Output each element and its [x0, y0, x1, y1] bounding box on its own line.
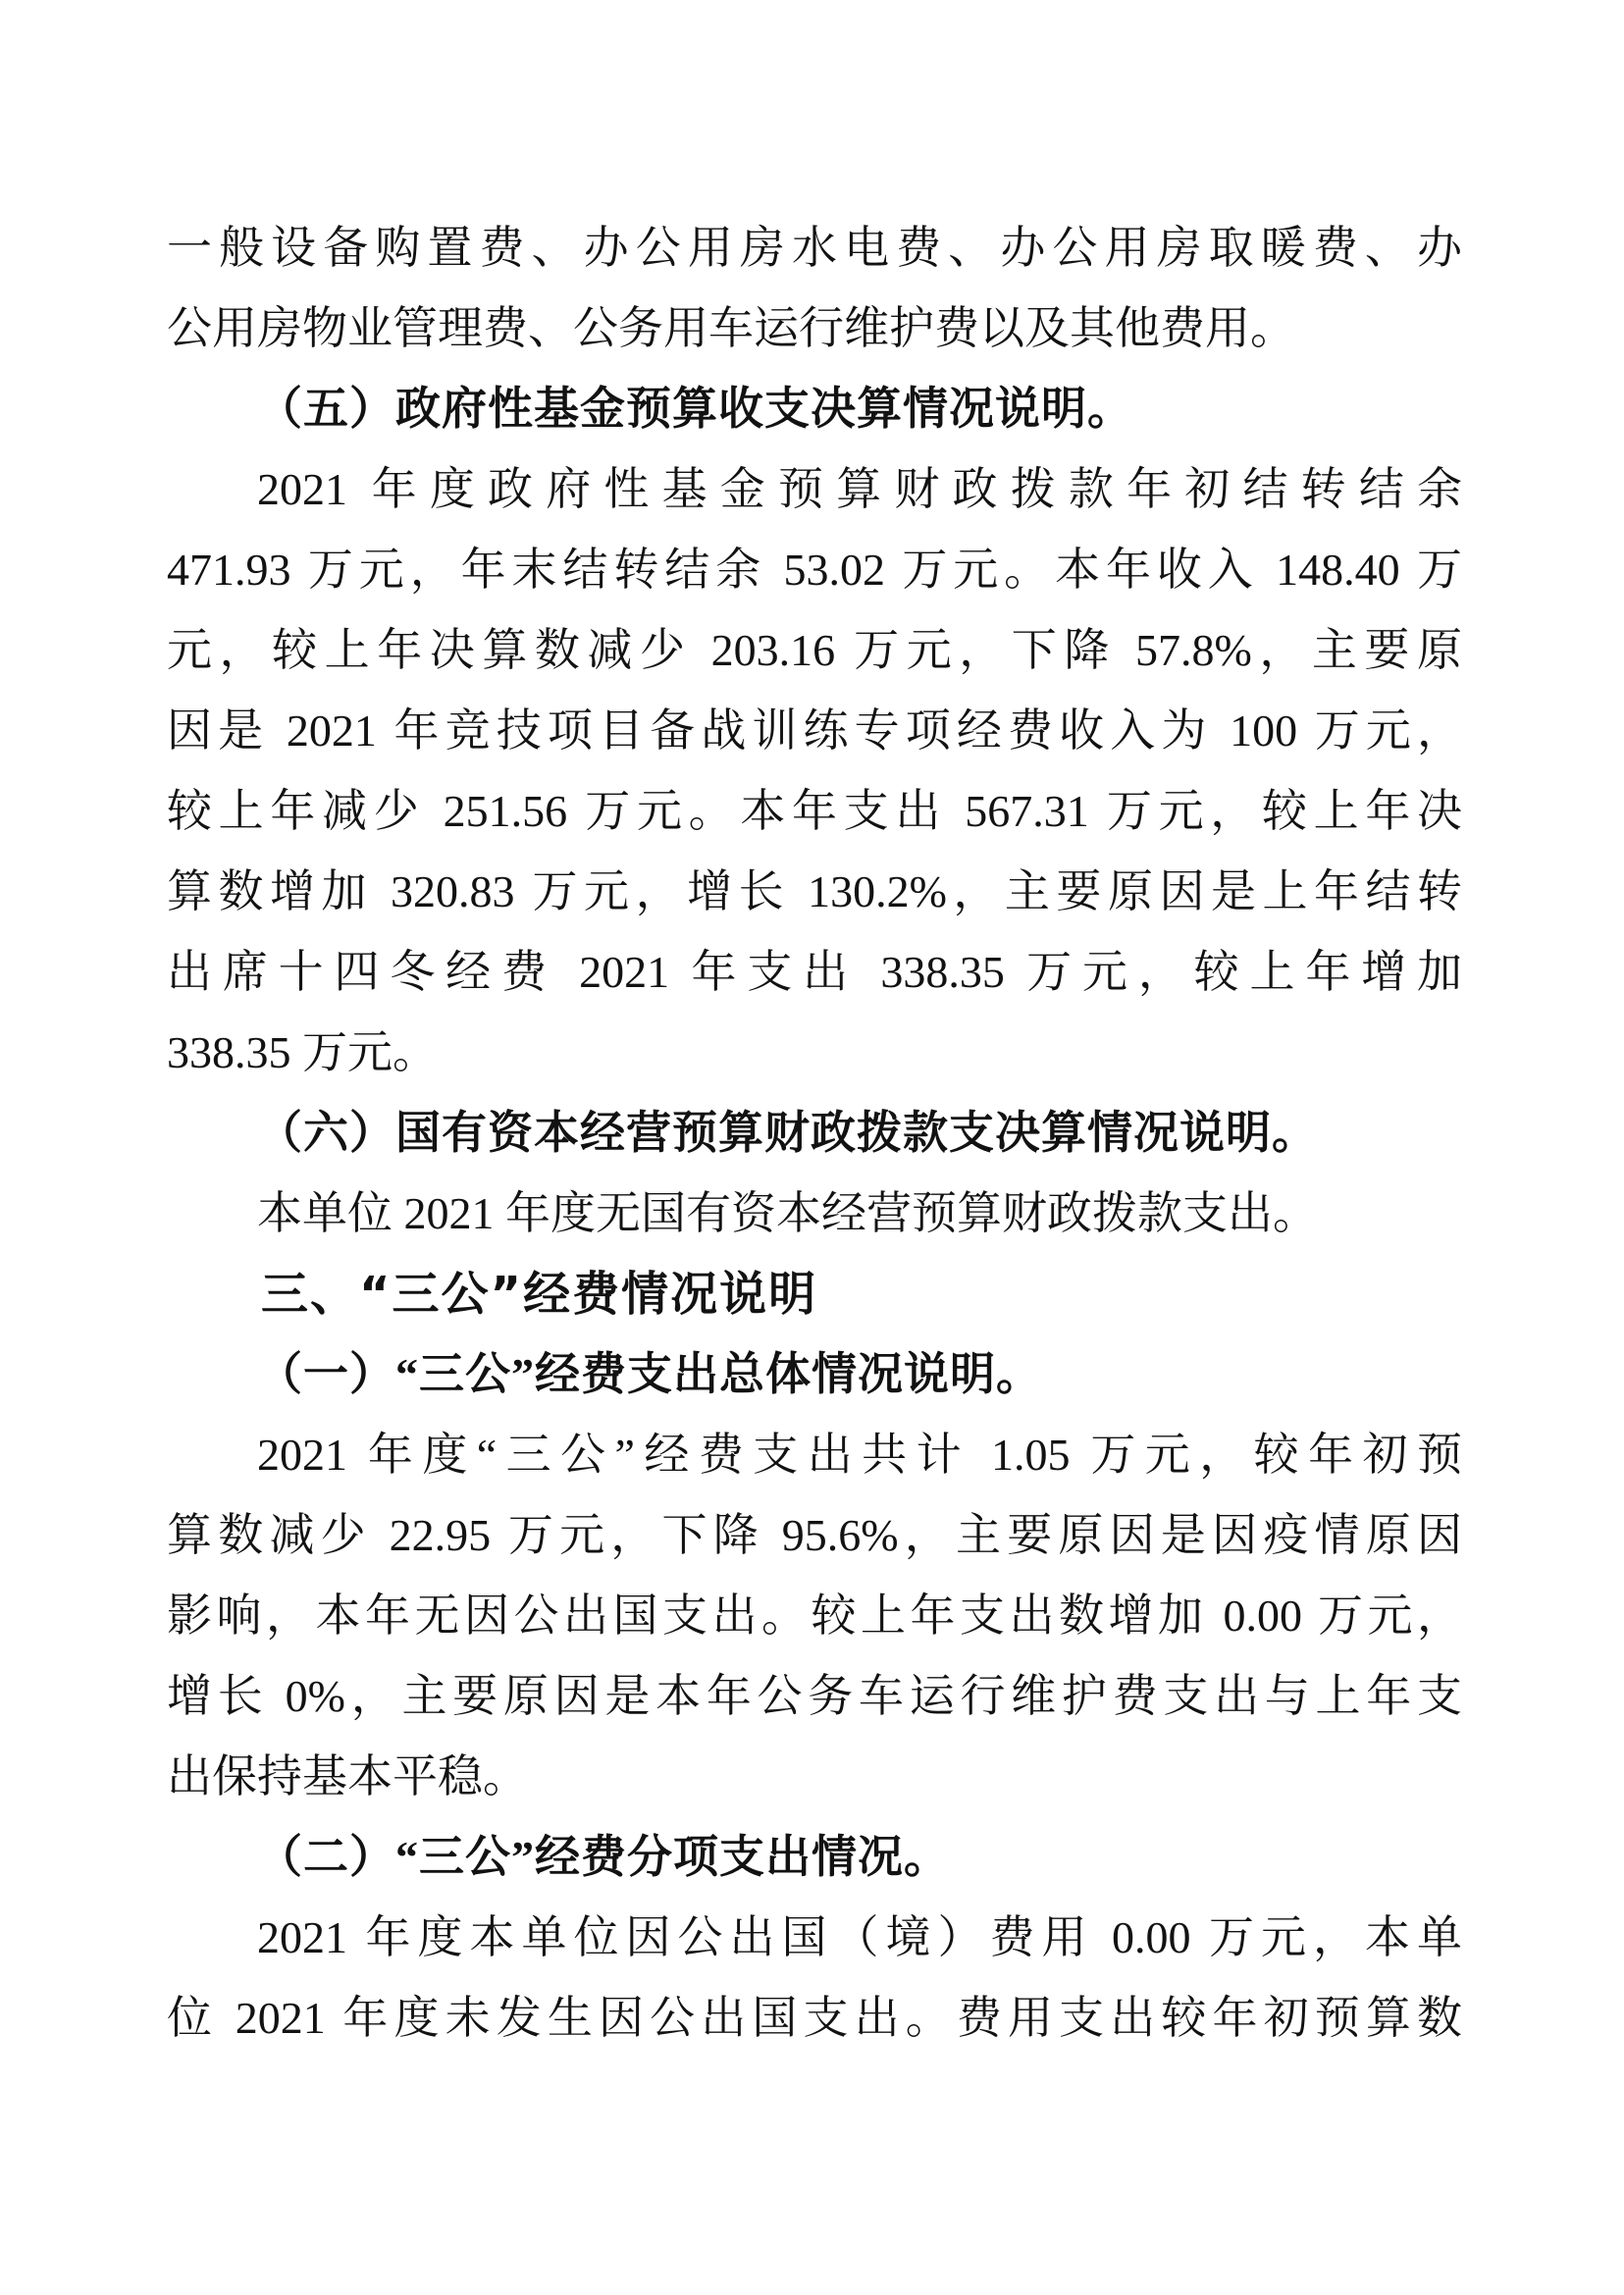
- body-text-line: 因是 2021 年竞技项目备战训练专项经费收入为 100 万元，: [167, 705, 1462, 756]
- body-text-line: 较上年减少 251.56 万元。本年支出 567.31 万元，较上年决: [167, 786, 1462, 836]
- section-level2-heading: （六）国有资本经营预算财政拨款支决算情况说明。: [257, 1108, 1318, 1158]
- body-text-line: 增长 0%，主要原因是本年公务车运行维护费支出与上年支: [167, 1671, 1462, 1721]
- body-text-line: 一般设备购置费、办公用房水电费、办公用房取暖费、办: [167, 223, 1462, 273]
- body-text-line: 元，较上年决算数减少 203.16 万元，下降 57.8%，主要原: [167, 625, 1462, 675]
- body-text-line: 算数减少 22.95 万元，下降 95.6%，主要原因是因疫情原因: [167, 1510, 1462, 1560]
- body-text-line: 位 2021 年度未发生因公出国支出。费用支出较年初预算数: [167, 1993, 1462, 2043]
- body-text-line: 338.35 万元。: [167, 1027, 438, 1077]
- section-level2-heading: （五）政府性基金预算收支决算情况说明。: [257, 384, 1133, 434]
- body-text-line: 2021 年度政府性基金预算财政拨款年初结转结余: [257, 464, 1462, 514]
- section-level2-heading: （二）“三公”经费分项支出情况。: [257, 1832, 950, 1882]
- body-text-line: 2021 年度本单位因公出国（境）费用 0.00 万元，本单: [257, 1912, 1462, 1962]
- body-text-line: 出席十四冬经费 2021 年支出 338.35 万元，较上年增加: [167, 947, 1462, 997]
- body-text-line: 出保持基本平稳。: [167, 1751, 528, 1801]
- body-text-line: 471.93 万元，年末结转结余 53.02 万元。本年收入 148.40 万: [167, 545, 1462, 595]
- body-text-line: 算数增加 320.83 万元，增长 130.2%，主要原因是上年结转: [167, 866, 1462, 916]
- section-level2-heading: （一）“三公”经费支出总体情况说明。: [257, 1349, 1042, 1399]
- body-text-line: 本单位 2021 年度无国有资本经营预算财政拨款支出。: [257, 1188, 1318, 1238]
- body-text-line: 影响，本年无因公出国支出。较上年支出数增加 0.00 万元，: [167, 1591, 1462, 1641]
- section-level1-heading: 三、“三公”经费情况说明: [261, 1267, 818, 1322]
- body-text-line: 公用房物业管理费、公务用车运行维护费以及其他费用。: [167, 303, 1295, 353]
- body-text-line: 2021 年度“三公”经费支出共计 1.05 万元，较年初预: [257, 1430, 1462, 1480]
- document-text-area: [167, 208, 1462, 2059]
